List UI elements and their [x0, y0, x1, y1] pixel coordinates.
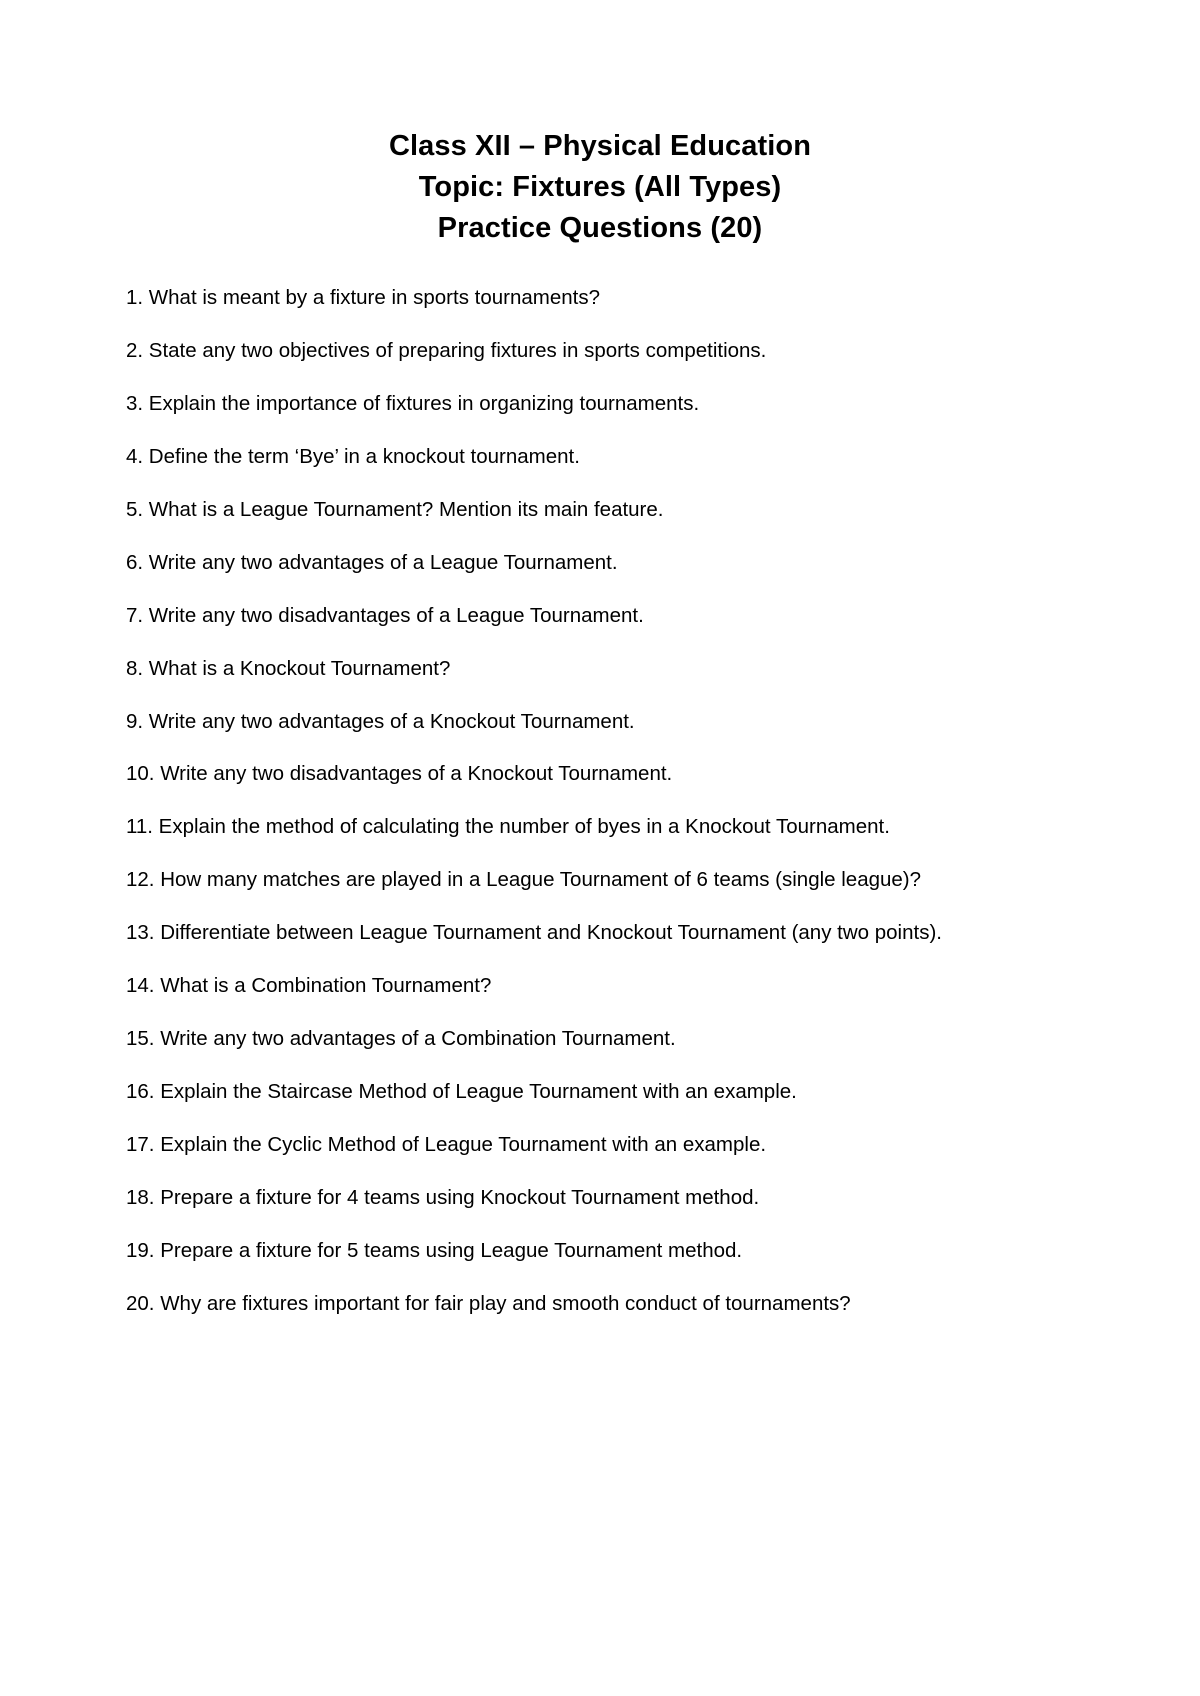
question-list — [126, 286, 1126, 1345]
document-title: Class XII – Physical Education — [388, 130, 812, 162]
question-item: 11. Explain the method of calculating the number of byes in a Knockout Tournament. — [126, 815, 890, 839]
question-item: 4. Define the term ‘Bye’ in a knockout tournament. — [126, 444, 580, 468]
question-item: 16. Explain the Staircase Method of League Tournament with an example. — [126, 1080, 797, 1104]
question-item: 9. Write any two advantages of a Knockout Tournament. — [126, 709, 635, 733]
question-item: 2. State any two objectives of preparing fixtures in sports competitions. — [126, 338, 767, 362]
question-item: 17. Explain the Cyclic Method of League Tournament with an example. — [126, 1133, 767, 1156]
question-item: 14. What is a Combination Tournament? — [126, 974, 492, 998]
document-header — [0, 126, 1200, 249]
subtitle-heading: Practice Questions (20) — [437, 212, 763, 244]
question-item: 15. Write any two advantages of a Combination Tournament. — [126, 1027, 676, 1051]
question-item: 3. Explain the importance of fixtures in organizing tournaments. — [126, 391, 700, 415]
question-item: 18. Prepare a fixture for 4 teams using Knockout Tournament method. — [126, 1185, 760, 1209]
topic-heading: Topic: Fixtures (All Types) — [418, 171, 782, 203]
question-item: 12. How many matches are played in a League Tournament of 6 teams (single league)? — [126, 868, 922, 892]
question-item: 8. What is a Knockout Tournament? — [126, 656, 451, 680]
question-item: 19. Prepare a fixture for 5 teams using League Tournament method. — [126, 1238, 743, 1262]
question-item: 20. Why are fixtures important for fair play and smooth conduct of tournaments? — [126, 1291, 851, 1315]
question-item: 10. Write any two disadvantages of a Knockout Tournament. — [126, 762, 673, 786]
question-item: 5. What is a League Tournament? Mention its main feature. — [126, 497, 664, 521]
question-item: 13. Differentiate between League Tournament and Knockout Tournament (any two points). — [126, 921, 942, 945]
question-item: 1. What is meant by a fixture in sports tournaments? — [126, 286, 600, 309]
question-item: 7. Write any two disadvantages of a League Tournament. — [126, 603, 644, 627]
question-item: 6. Write any two advantages of a League Tournament. — [126, 550, 618, 574]
